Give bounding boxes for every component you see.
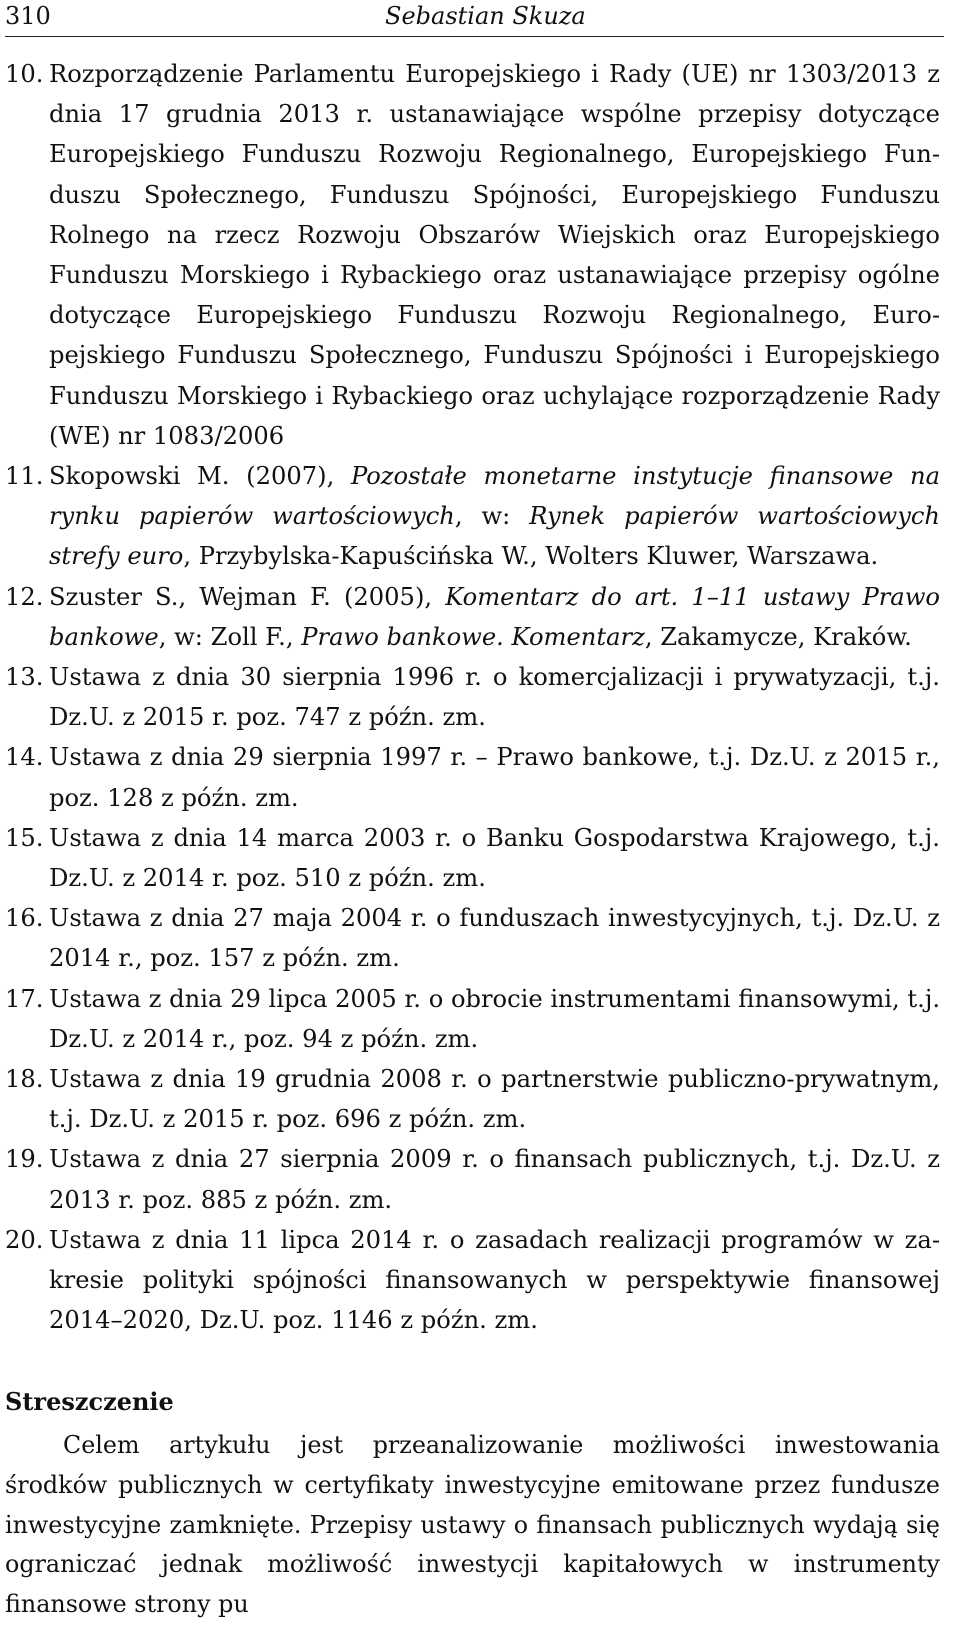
reference-text-part: , Przybylska-Kapuścińska W., Wolters Kluwer, Warszawa. xyxy=(183,542,879,571)
reference-italic-title: Prawo bankowe. Komentarz xyxy=(301,622,645,651)
reference-item xyxy=(5,979,940,1059)
reference-number: 20. xyxy=(5,1225,44,1254)
reference-number: 10. xyxy=(5,60,44,88)
reference-italic-title: Komentarz do art. 1–11 ustawy Prawo bankowe xyxy=(49,582,940,651)
reference-italic-title: Rynek papierów wartościowych strefy euro xyxy=(49,502,940,571)
reference-item xyxy=(5,1139,940,1219)
summary-text: Celem artykułu jest przeanalizowanie możliwości inwestowania środków publicznych w certyfikaty inwestycyjne emitowane przez fundusze inwestycyjne zamknięte. Przepisy ustawy o finansach publicznych wydają się ograniczać jednak możliwość inwestycji kapitałowych w instrumenty finansowe strony pu xyxy=(5,1431,940,1619)
reference-item xyxy=(5,898,940,978)
reference-item xyxy=(5,456,940,577)
reference-text-part: Skopowski M. (2007), xyxy=(49,462,351,491)
reference-text: Ustawa z dnia 27 sierpnia 2009 r. o finansach publicznych, t.j. Dz.U. z 2013 r. poz. 885 z późn. zm. xyxy=(49,1145,940,1214)
reference-text-part: , w: Zoll F., xyxy=(158,622,302,651)
reference-text: Ustawa z dnia 30 sierpnia 1996 r. o komercjalizacji i prywatyzacji, t.j. Dz.U. z 2015 r. poz. 747 z późn. zm. xyxy=(49,663,940,732)
reference-list xyxy=(5,54,940,1341)
reference-item xyxy=(5,818,940,898)
reference-number: 18. xyxy=(5,1065,44,1094)
running-head-author: Sebastian Skuza xyxy=(385,2,586,30)
reference-text-part: , Zakamycze, Kraków. xyxy=(644,622,912,651)
reference-text xyxy=(49,577,940,657)
running-head xyxy=(5,0,944,37)
page-number: 310 xyxy=(5,2,51,30)
reference-number: 11. xyxy=(5,462,44,491)
summary-heading: Streszczenie xyxy=(5,1387,174,1416)
reference-number: 16. xyxy=(5,904,44,933)
reference-text-part: , w: xyxy=(454,502,530,531)
reference-item xyxy=(5,1220,940,1341)
reference-text: Ustawa z dnia 27 maja 2004 r. o funduszach inwestycyjnych, t.j. Dz.U. z 2014 r., poz. 157 z późn. zm. xyxy=(49,904,940,973)
reference-item xyxy=(5,737,940,817)
reference-number: 17. xyxy=(5,984,44,1013)
reference-italic-title: Pozostałe monetarne instytucje finansowe na rynku papierów wartościowych xyxy=(49,462,940,531)
reference-item xyxy=(5,577,940,657)
reference-text: Rozporządzenie Parlamentu Europejskiego i Rady (UE) nr 1303/2013 z dnia 17 grudnia 2013 r. ustanawiające wspólne przepisy dotyczące Europejskiego Funduszu Rozwoju Regionalnego, Europejskiego Funduszu Społecznego, Funduszu Spójności, Europejskiego Funduszu Rolnego na rzecz Rozwoju Obszarów Wiejskich oraz Europejskiego Funduszu Morskiego i Rybackiego oraz ustanawiające przepisy ogólne dotyczące Europejskiego Funduszu Rozwoju Regionalnego, Europejskiego Funduszu Społecznego, Funduszu Spójności i Europejskiego Funduszu Morskiego i Rybackiego oraz uchylające rozporządzenie Rady (WE) nr 1083/2006 xyxy=(49,60,940,450)
reference-number: 13. xyxy=(5,663,44,692)
reference-number: 14. xyxy=(5,743,44,772)
reference-item xyxy=(5,657,940,737)
reference-text: Ustawa z dnia 19 grudnia 2008 r. o partnerstwie publiczno-prywatnym, t.j. Dz.U. z 2015 r. poz. 696 z późn. zm. xyxy=(49,1065,940,1134)
reference-text-part: Szuster S., Wejman F. (2005), xyxy=(49,582,446,611)
reference-text: Ustawa z dnia 14 marca 2003 r. o Banku Gospodarstwa Krajowego, t.j. Dz.U. z 2014 r. poz. 510 z późn. zm. xyxy=(49,823,940,893)
reference-number: 19. xyxy=(5,1145,44,1174)
reference-item xyxy=(5,54,940,456)
reference-number: 12. xyxy=(5,582,44,611)
reference-number: 15. xyxy=(5,823,44,852)
reference-text: Ustawa z dnia 29 sierpnia 1997 r. – Prawo bankowe, t.j. Dz.U. z 2015 r., poz. 128 z późn. zm. xyxy=(49,743,940,812)
reference-text: Ustawa z dnia 29 lipca 2005 r. o obrocie instrumentami finansowymi, t.j. Dz.U. z 2014 r., poz. 94 z późn. zm. xyxy=(49,984,941,1053)
reference-text xyxy=(49,456,940,577)
reference-item xyxy=(5,1059,940,1139)
reference-text: Ustawa z dnia 11 lipca 2014 r. o zasadach realizacji programów w zakresie polityki spójności finansowanych w perspektywie finansowej 2014–2020, Dz.U. poz. 1146 z późn. zm. xyxy=(49,1225,940,1335)
